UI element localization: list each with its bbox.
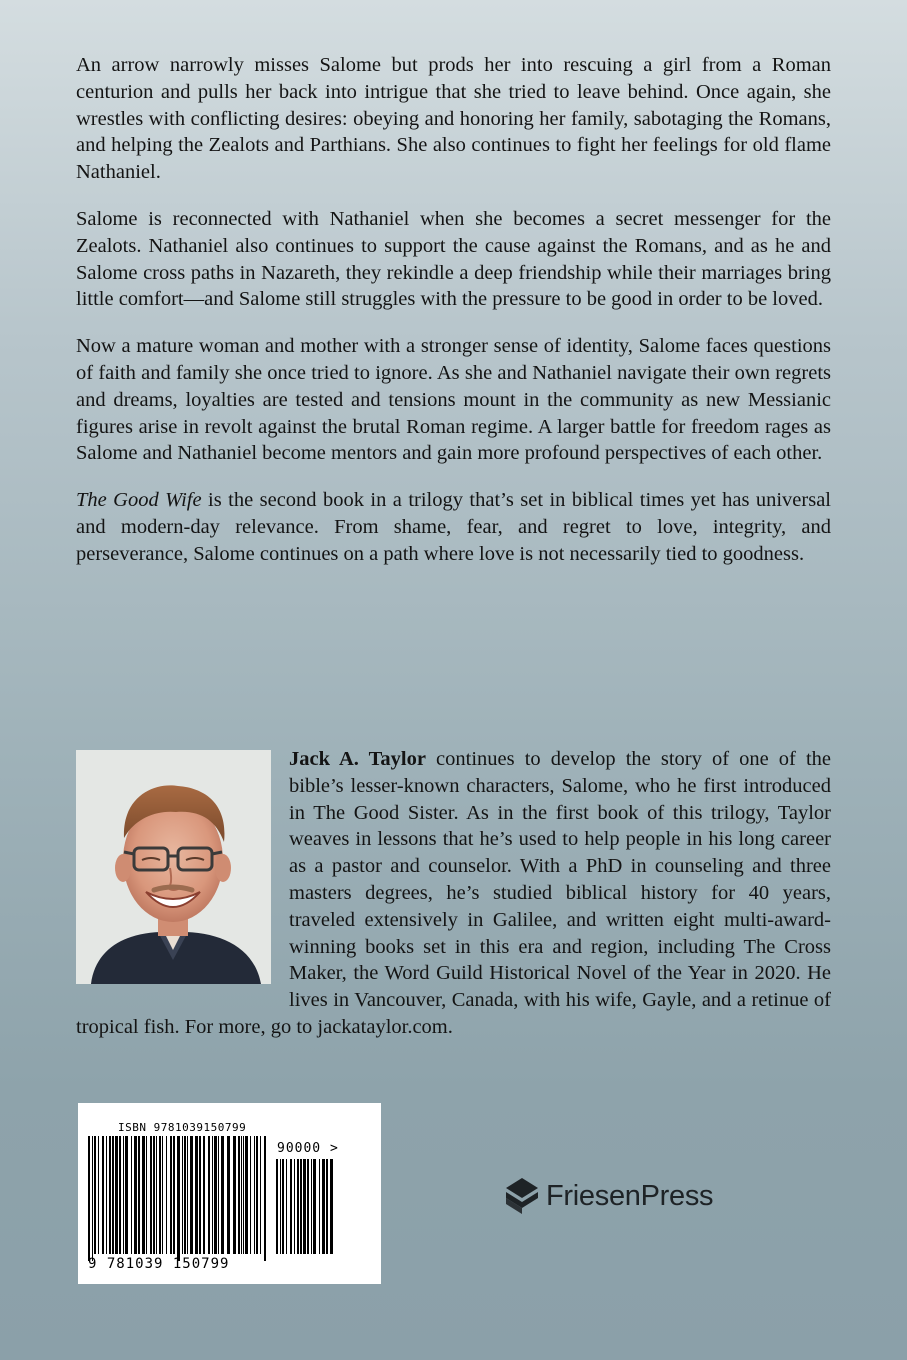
publisher-name: FriesenPress: [546, 1179, 714, 1212]
barcode-bar: [303, 1159, 306, 1254]
barcode-bar: [182, 1136, 183, 1254]
barcode-bar: [212, 1136, 213, 1254]
barcode-bar: [208, 1136, 210, 1254]
barcode-bar: [170, 1136, 172, 1254]
publisher-logo: [504, 1176, 713, 1216]
barcode-bar: [276, 1159, 278, 1254]
blurb-paragraph-1: An arrow narrowly misses Salome but prods her into rescuing a girl from a Roman centurion and pulls her back into intrigue that she tried to leave behind. Once again, she wrestles with conflicting desires: obeying and honoring her family, sabotaging the Romans, and helping the Zealots and Parthians. She also continues to fight her feelings for old flame Nathaniel.: [76, 54, 831, 184]
author-bio-text: continues to develop the story of one of the bible’s lesser-known characters, Salome, who he first introduced in The Good Sister. As in the first book of this trilogy, Taylor weaves in lessons that he’s used to help people in his long career as a pastor and counselor. With a PhD in counseling and three masters degrees, he’s studied biblical history for 40 years, traveled extensively in Galilee, and written eight multi-award-winning books set in this era and region, including The Cross Maker, the Word Guild Historical Novel of the Year in 2020. He lives in Vancouver, Canada, with his wife, Gayle, and a retinue of tropical fish. For more, go to jackataylor.com.: [76, 748, 832, 1038]
barcode-bar: [319, 1159, 320, 1254]
barcode-bar: [88, 1136, 90, 1261]
barcode-bar: [92, 1136, 93, 1261]
barcode-bar: [250, 1136, 251, 1254]
book-title: The Good Wife: [76, 489, 202, 512]
barcode-bar: [187, 1136, 188, 1254]
author-photo: [76, 750, 271, 984]
barcode-bar: [190, 1136, 193, 1254]
barcode-bar: [233, 1136, 236, 1254]
barcode-bar: [238, 1136, 240, 1254]
barcode-bar: [311, 1159, 312, 1254]
barcode-bar: [131, 1136, 132, 1254]
barcode-bar: [330, 1159, 333, 1254]
barcode-bar: [264, 1136, 266, 1261]
blurb-paragraph-4-text: is the second book in a trilogy that’s set in biblical times yet has universal and modern-day relevance. From shame, fear, and regret to love, integrity, and perseverance, Salome continues on a path where love is not necessarily tied to goodness.: [76, 489, 831, 565]
barcode-bar: [290, 1159, 292, 1254]
barcode-bar: [115, 1136, 118, 1254]
barcode-bar: [125, 1136, 128, 1254]
author-name: Jack A. Taylor: [289, 748, 426, 770]
barcode-bar: [300, 1159, 302, 1254]
barcode-bar: [241, 1136, 242, 1254]
barcode-bar: [106, 1136, 107, 1254]
price-code: 90000 >: [277, 1141, 339, 1156]
barcode-bar: [102, 1136, 104, 1254]
barcode-bar: [203, 1136, 205, 1254]
barcode-bar: [184, 1136, 186, 1254]
barcode-bar: [177, 1136, 180, 1261]
isbn-barcode: [78, 1103, 381, 1284]
barcode-bar: [199, 1136, 201, 1254]
barcode-bar: [94, 1136, 96, 1254]
barcode-bar: [153, 1136, 155, 1254]
barcode-bar: [243, 1136, 244, 1254]
barcode-bar: [146, 1136, 147, 1254]
isbn-label: ISBN 9781039150799: [118, 1121, 247, 1134]
barcode-bar: [307, 1159, 309, 1254]
barcode-bar: [109, 1136, 111, 1254]
barcode-bar: [214, 1136, 217, 1254]
author-bio: [76, 746, 831, 1041]
blurb-paragraph-3: Now a mature woman and mother with a stronger sense of identity, Salome faces questions of faith and family she once tried to ignore. As she and Nathaniel navigate their own regrets and dreams, loyalties are tested and tensions mount in the community as new Messianic figures arise in revolt against the brutal Roman regime. A larger battle for freedom rages as Salome and Nathaniel become mentors and gain more profound perspectives of each other.: [76, 335, 831, 465]
barcode-bar: [260, 1136, 261, 1254]
barcode-bar: [162, 1136, 163, 1254]
blurb-paragraph-2: Salome is reconnected with Nathaniel when she becomes a secret messenger for the Zealots. Nathaniel also continues to support the cause against the Romans, and as he and Salome cross paths in Nazareth, they rekindle a deep friendship while their marriages bring little comfort—and Salome still struggles with the pressure to be good in order to be loved.: [76, 207, 831, 311]
book-blurb: [76, 52, 831, 588]
barcode-bar: [142, 1136, 145, 1254]
friesenpress-logo-icon: [504, 1176, 540, 1216]
barcode-bar: [112, 1136, 114, 1254]
barcode-bar: [138, 1136, 140, 1254]
barcode-bar: [166, 1136, 167, 1254]
barcode-bar: [195, 1136, 198, 1254]
barcode-bar: [218, 1136, 219, 1254]
barcode-bar: [286, 1159, 287, 1254]
barcode-bar: [322, 1159, 325, 1254]
blurb-paragraph-4: [76, 487, 831, 567]
barcode-bar: [297, 1159, 299, 1254]
barcode-bar: [173, 1136, 175, 1254]
barcode-bar: [221, 1136, 224, 1254]
barcode-bar: [280, 1159, 281, 1254]
barcode-bar: [227, 1136, 230, 1254]
barcode-bar: [294, 1159, 295, 1254]
barcode-bar: [119, 1136, 121, 1254]
barcode-bar: [156, 1136, 157, 1254]
addon-barcode-bars: [276, 1159, 336, 1259]
barcode-bar: [256, 1136, 258, 1254]
barcode-bar: [123, 1136, 124, 1254]
barcode-bar: [150, 1136, 152, 1254]
ean-digits: 9 781039 150799: [88, 1256, 230, 1272]
barcode-bar: [282, 1159, 284, 1254]
barcode-bar: [254, 1136, 255, 1254]
barcode-bar: [313, 1159, 316, 1254]
ean-barcode-bars: [88, 1136, 268, 1261]
barcode-bar: [326, 1159, 328, 1254]
barcode-bar: [245, 1136, 248, 1254]
barcode-bar: [134, 1136, 137, 1254]
barcode-bar: [159, 1136, 161, 1254]
barcode-bar: [98, 1136, 99, 1254]
